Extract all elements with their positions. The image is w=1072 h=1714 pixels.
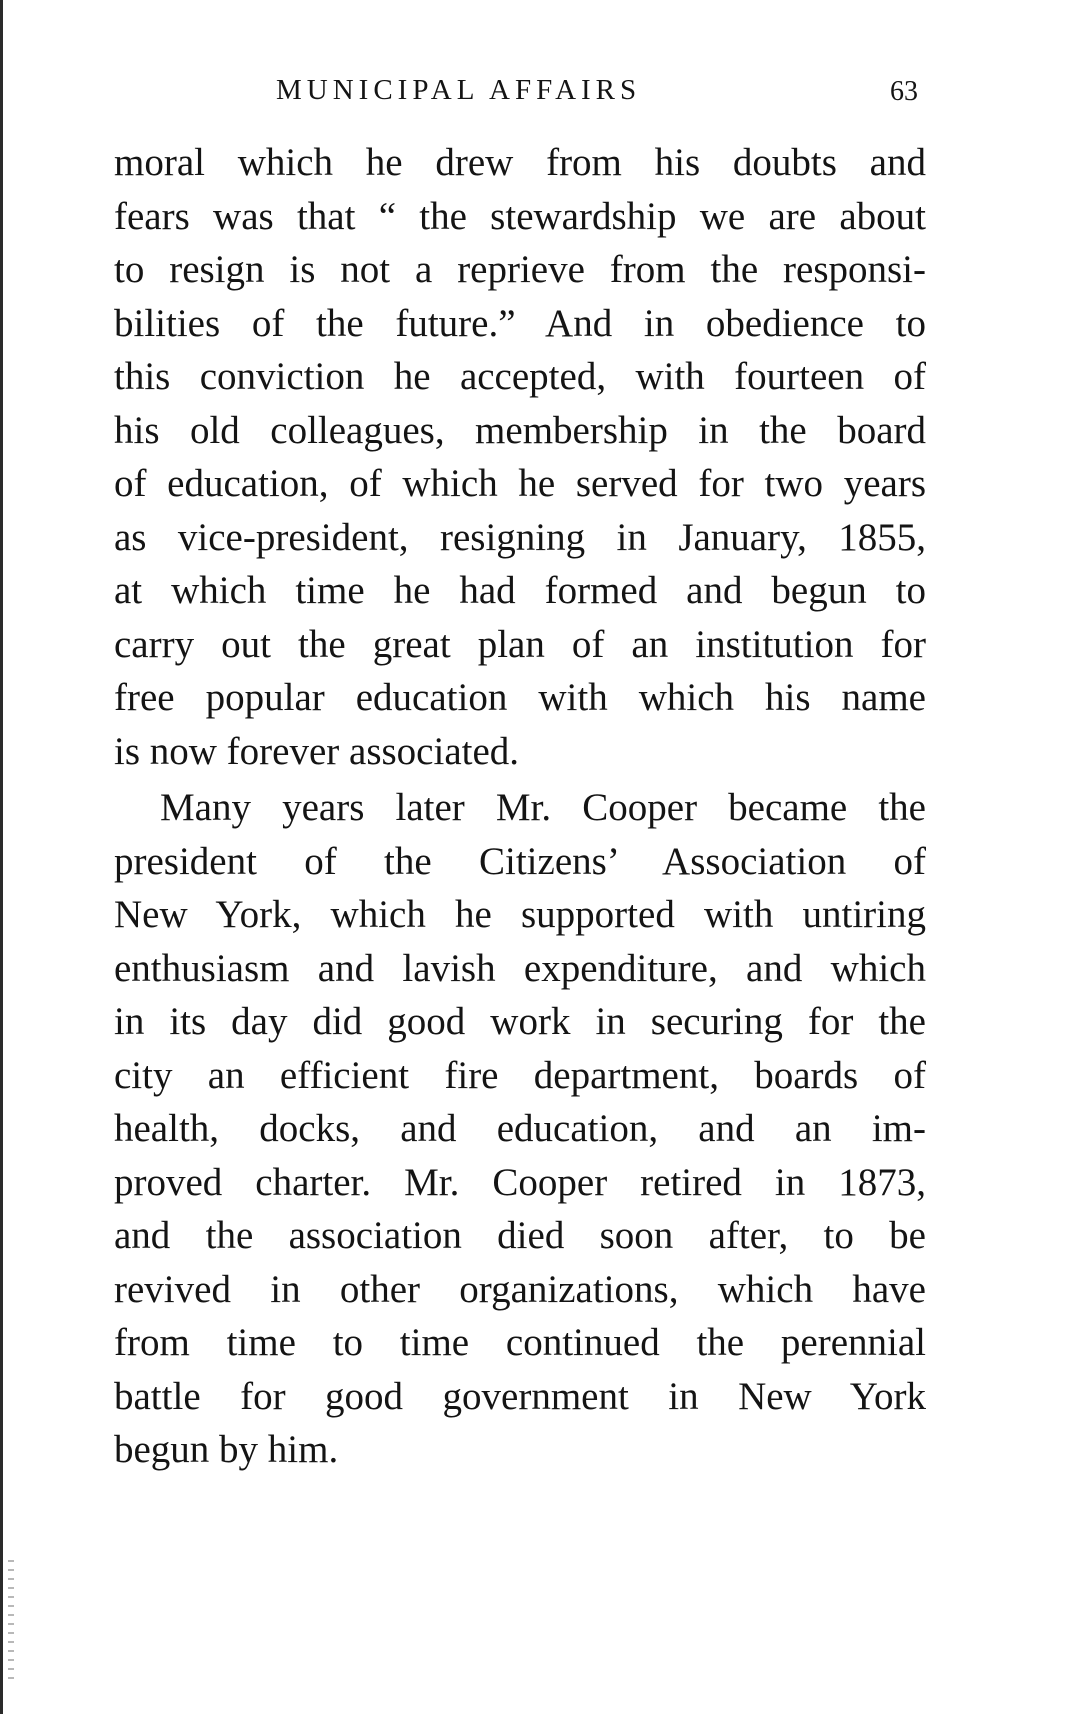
text-line: to resign is not a reprieve from the responsi- [114,248,926,291]
text-line: health, docks, and education, and an im- [114,1107,926,1150]
body-text [114,136,926,1477]
text-line: his old colleagues, membership in the board [114,408,926,452]
text-line: New York, which he supported with untiring [114,893,926,936]
paragraph-1 [114,136,926,778]
running-head [112,68,924,120]
text-line: of education, of which he served for two years [114,462,926,505]
paragraph-2 [114,781,926,1477]
text-line: president of the Citizens’ Association of [114,839,926,883]
text-line: city an efficient fire department, boards of [114,1053,926,1097]
text-line: carry out the great plan of an institution for [114,622,926,666]
text-line: and the association died soon after, to be [114,1214,926,1257]
text-line: bilities of the future.” And in obedience to [114,301,926,345]
running-title: MUNICIPAL AFFAIRS [276,74,642,106]
text-line: Many years later Mr. Cooper became the [160,786,926,829]
page-edge-marks [8,1560,14,1680]
text-line: enthusiasm and lavish expenditure, and which [114,946,926,990]
page-number: 63 [890,76,918,107]
text-line: in its day did good work in securing for the [114,1000,926,1043]
text-line: free popular education with which his name [114,676,926,719]
text-line: this conviction he accepted, with fourteen of [114,355,926,398]
text-line: proved charter. Mr. Cooper retired in 1873, [114,1160,926,1204]
text-line: fears was that “ the stewardship we are about [114,194,926,238]
text-line: battle for good government in New York [114,1374,926,1418]
text-line: from time to time continued the perennial [114,1321,926,1364]
text-line: revived in other organizations, which have [114,1267,926,1311]
text-line: moral which he drew from his doubts and [114,141,926,184]
text-line: at which time he had formed and begun to [114,569,926,612]
text-line: begun by him. [114,1428,339,1471]
page-edge [0,0,3,1714]
text-line: as vice-president, resigning in January, 1855, [114,515,926,559]
text-line: is now forever associated. [114,729,520,773]
